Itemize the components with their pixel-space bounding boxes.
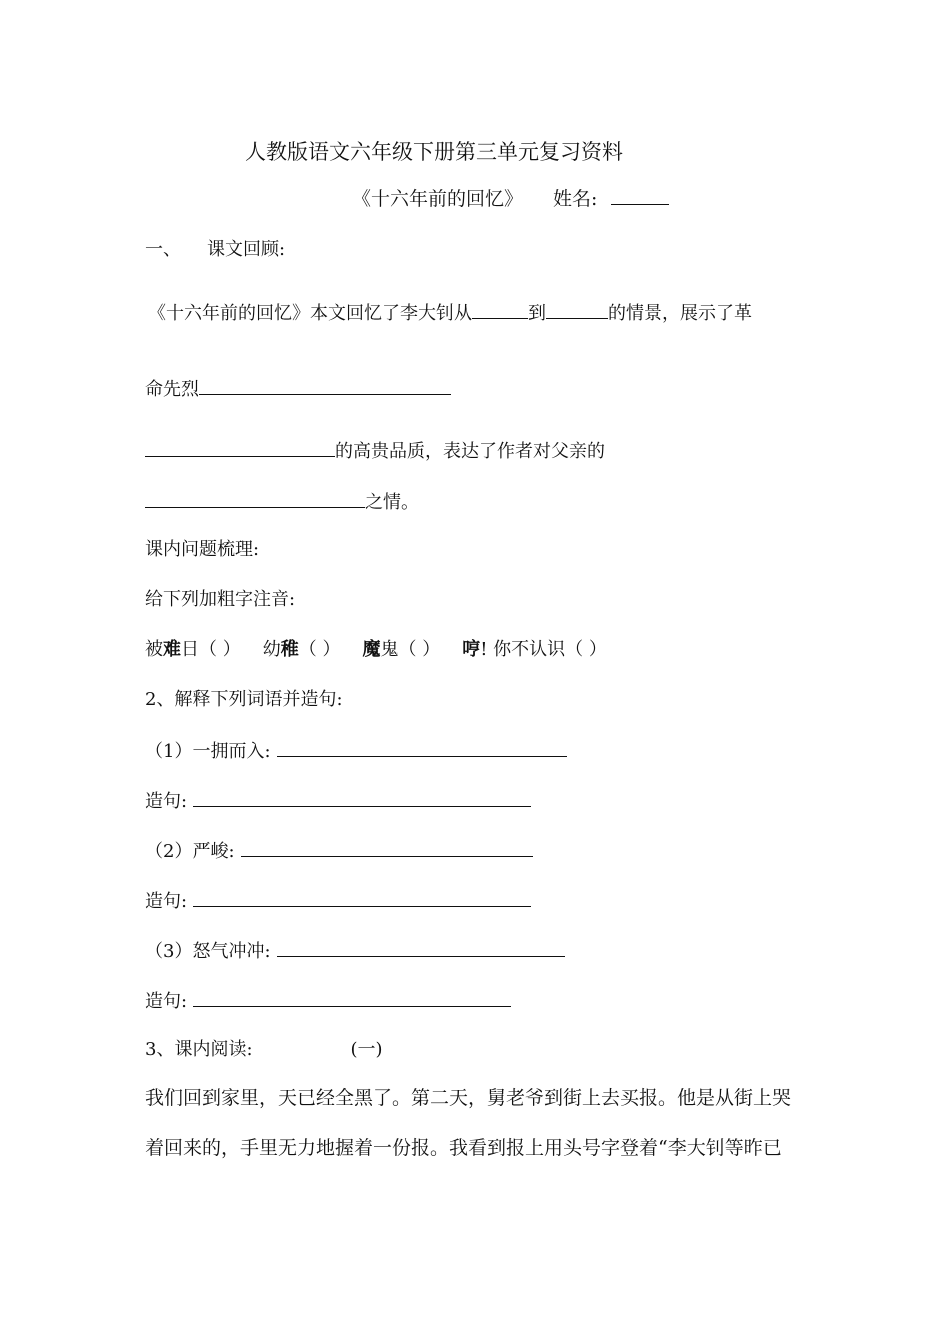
question-sorting-heading: 课内问题梳理: — [145, 539, 260, 560]
fill-text: 命先烈 — [145, 379, 199, 400]
reading-part-label: (一) — [350, 1039, 383, 1060]
section-number: 一、 — [145, 239, 181, 260]
section-heading — [145, 238, 285, 262]
sentence-label: 造句: — [145, 991, 188, 1012]
term-line — [145, 738, 567, 764]
answer-blank[interactable] — [277, 938, 565, 957]
lesson-title-line — [352, 186, 669, 212]
answer-blank[interactable] — [277, 738, 567, 757]
pinyin-items-line — [145, 638, 607, 662]
fill-line-4 — [145, 489, 419, 515]
sentence-label: 造句: — [145, 791, 188, 812]
fill-text: 到 — [528, 303, 546, 324]
fill-line-2 — [145, 376, 451, 402]
fill-blank[interactable] — [145, 438, 335, 457]
name-blank[interactable] — [611, 186, 669, 205]
answer-blank[interactable] — [193, 988, 511, 1007]
term-line — [145, 938, 565, 964]
reading-paragraph-line: 着回来的，手里无力地握着一份报。我看到报上用头号字登着“李大钊等昨已 — [145, 1137, 782, 1159]
fill-line-1 — [148, 300, 752, 326]
answer-blank[interactable] — [241, 838, 533, 857]
lesson-title: 《十六年前的回忆》 — [352, 188, 524, 210]
fill-blank[interactable] — [472, 300, 528, 319]
document-title: 人教版语文六年级下册第三单元复习资料 — [245, 140, 623, 164]
sentence-line — [145, 888, 531, 914]
pinyin-item: 魔鬼（ ） — [362, 639, 441, 660]
answer-blank[interactable] — [193, 788, 531, 807]
term-label: （1）一拥而入: — [145, 741, 271, 762]
section-label: 课文回顾: — [207, 239, 286, 260]
question-3-label: 3、课内阅读: — [145, 1039, 253, 1060]
sentence-label: 造句: — [145, 891, 188, 912]
term-label: （2）严峻: — [145, 841, 235, 862]
fill-blank[interactable] — [199, 376, 451, 395]
fill-blank[interactable] — [546, 300, 608, 319]
pinyin-item: 幼稚（ ） — [262, 639, 341, 660]
term-line — [145, 838, 533, 864]
sentence-line — [145, 988, 511, 1014]
term-label: （3）怒气冲冲: — [145, 941, 271, 962]
fill-blank[interactable] — [145, 489, 365, 508]
name-label: 姓名: — [553, 188, 598, 210]
pinyin-item: 哼! 你不认识（ ） — [462, 639, 607, 660]
fill-text: 之情。 — [365, 492, 419, 513]
fill-line-3 — [145, 438, 605, 464]
pinyin-item: 被难日（ ） — [145, 639, 241, 660]
fill-text: 《十六年前的回忆》本文回忆了李大钊从 — [148, 303, 472, 324]
fill-text: 的高贵品质，表达了作者对父亲的 — [335, 441, 605, 462]
sentence-line — [145, 788, 531, 814]
pinyin-instruction: 给下列加粗字注音: — [145, 589, 296, 610]
question-2-heading: 2、解释下列词语并造句: — [145, 689, 343, 710]
question-3-heading — [145, 1038, 383, 1062]
answer-blank[interactable] — [193, 888, 531, 907]
reading-paragraph-line: 我们回到家里，天已经全黑了。第二天，舅老爷到街上去买报。他是从街上哭 — [145, 1087, 792, 1109]
fill-text: 的情景，展示了革 — [608, 303, 752, 324]
